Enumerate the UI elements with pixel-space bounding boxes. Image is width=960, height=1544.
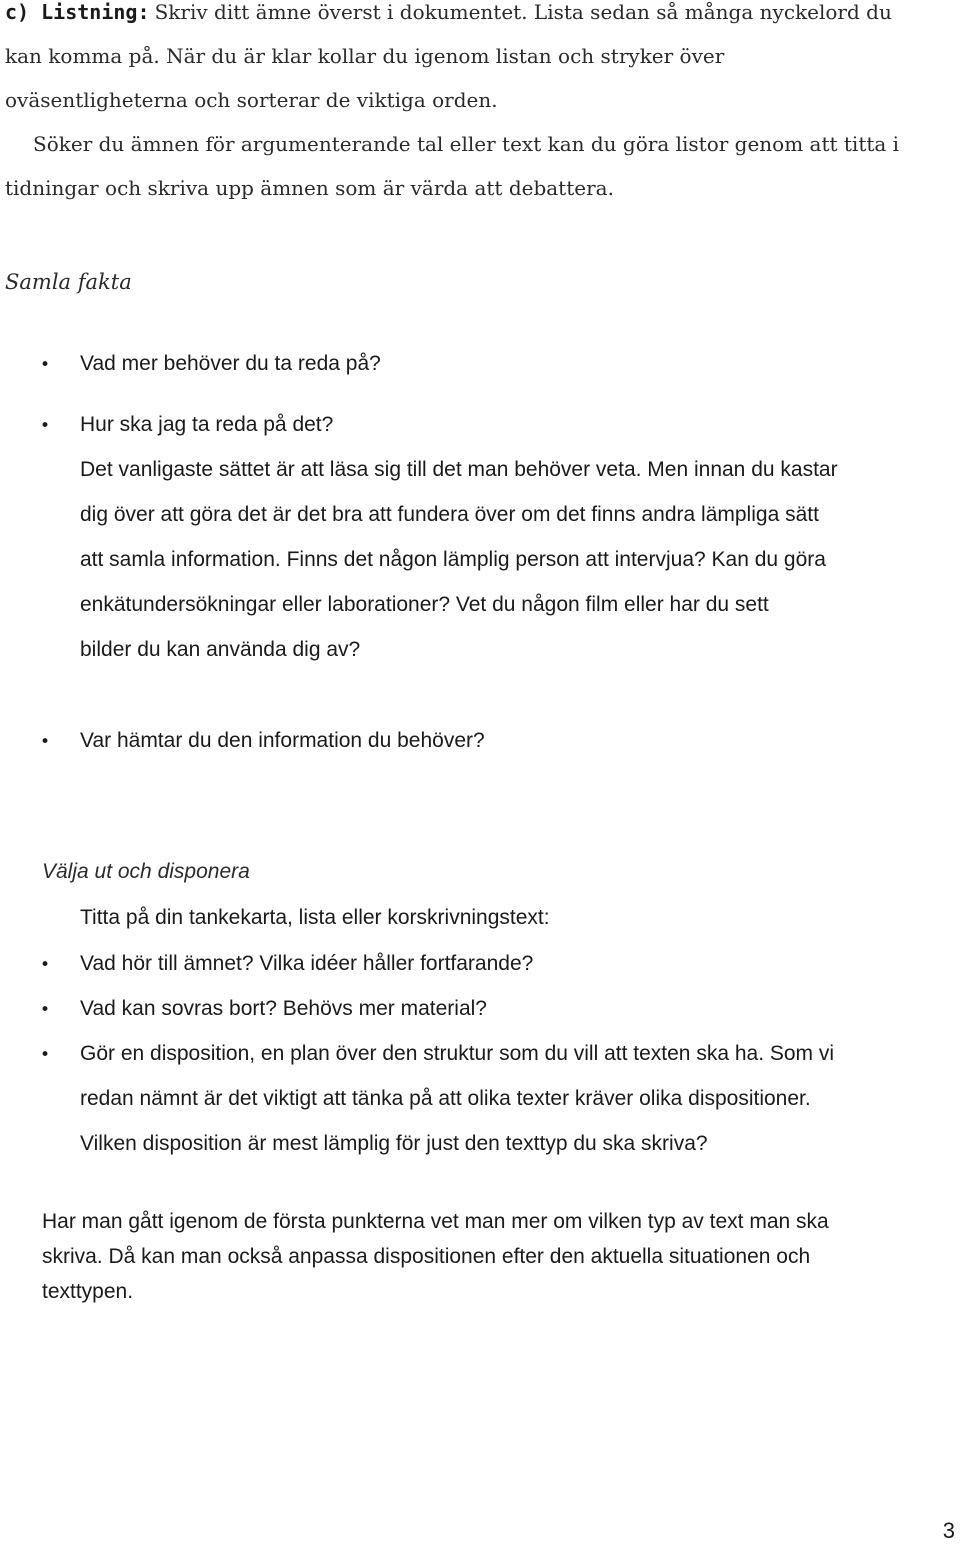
samla-heading: Samla fakta [5, 270, 132, 294]
section-c-line-2: oväsentligheterna och sorterar de viktiga orden. [5, 88, 498, 112]
samla-para-0: Det vanligaste sättet är att läsa sig till det man behöver veta. Men innan du kastar [80, 458, 838, 481]
bullet-glyph: • [40, 732, 51, 752]
samla-para-1: dig över att göra det är det bra att fundera över om det finns andra lämpliga sätt [80, 503, 819, 526]
bullet-glyph: • [40, 355, 51, 375]
valja-bullet-3-line-1: redan nämnt är det viktigt att tänka på att olika texter kräver olika dispositioner. [80, 1087, 811, 1110]
section-c-line-3: Söker du ämnen för argumenterande tal eller text kan du göra listor genom att titta i [33, 132, 900, 156]
section-c-line-1: kan komma på. När du är klar kollar du igenom listan och stryker över [5, 44, 725, 68]
valja-bullet-1: Vad hör till ämnet? Vilka idéer håller fortfarande? [80, 952, 534, 975]
bullet-glyph: • [40, 1000, 51, 1020]
section-c-label: c) Listning: [5, 0, 150, 24]
closing-line-2: texttypen. [42, 1280, 134, 1303]
closing-line-1: skriva. Då kan man också anpassa dispositionen efter den aktuella situationen och [42, 1245, 811, 1268]
bullet-glyph: • [40, 416, 51, 436]
samla-para-2: att samla information. Finns det någon lämplig person att intervjua? Kan du göra [80, 548, 826, 571]
samla-para-4: bilder du kan använda dig av? [80, 638, 361, 661]
valja-bullet-2: Vad kan sovras bort? Behövs mer material? [80, 997, 487, 1020]
valja-intro: Titta på din tankekarta, lista eller korskrivningstext: [80, 906, 550, 929]
samla-para-3: enkätundersökningar eller laborationer? Vet du någon film eller har du sett [80, 593, 769, 616]
closing-line-0: Har man gått igenom de första punkterna vet man mer om vilken typ av text man ska [42, 1210, 829, 1233]
valja-bullet-3-line-2: Vilken disposition är mest lämplig för just den texttyp du ska skriva? [80, 1132, 708, 1155]
samla-bullet-3: Var hämtar du den information du behöver? [80, 729, 485, 752]
page-number: 3 [942, 1518, 955, 1543]
bullet-glyph: • [40, 1045, 51, 1065]
section-c-line-0 [5, 0, 892, 24]
samla-bullet-1: Vad mer behöver du ta reda på? [80, 352, 381, 375]
section-c-line-4: tidningar och skriva upp ämnen som är värda att debattera. [5, 176, 614, 200]
samla-bullet-2: Hur ska jag ta reda på det? [80, 413, 334, 436]
bullet-glyph: • [40, 955, 51, 975]
valja-bullet-3-line-0: Gör en disposition, en plan över den struktur som du vill att texten ska ha. Som vi [80, 1042, 835, 1065]
valja-heading: Välja ut och disponera [42, 860, 250, 883]
section-c-text-0: Skriv ditt ämne överst i dokumentet. Lista sedan så många nyckelord du [154, 0, 892, 24]
